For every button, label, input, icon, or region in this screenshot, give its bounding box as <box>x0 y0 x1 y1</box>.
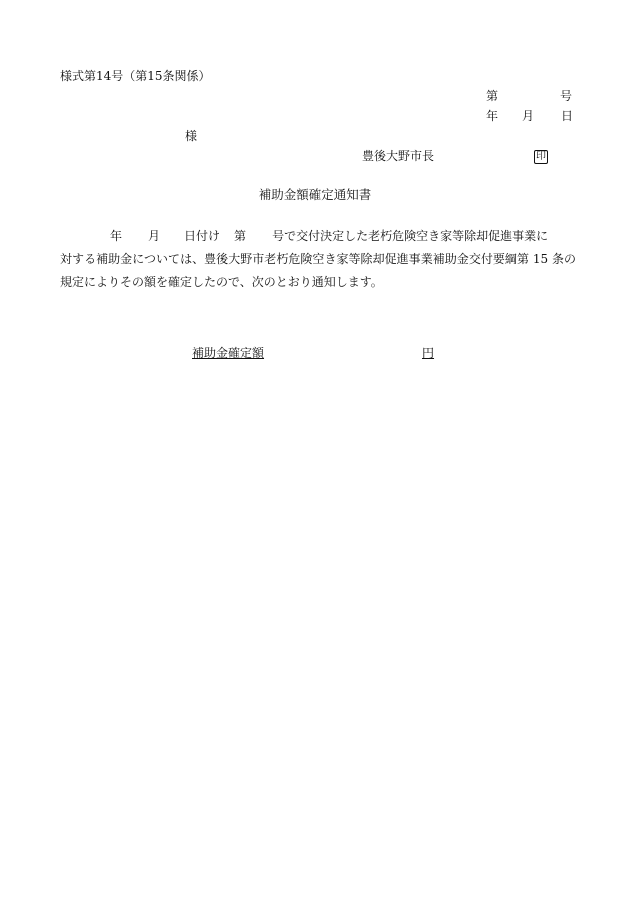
seal-mark <box>534 147 548 164</box>
form-number-label: 様式第14号（第15条関係） <box>60 69 211 83</box>
body-paragraph-text: 対する補助金については、豊後大野市老朽危険空き家等除却促進事業補助金交付要綱第 15 条の規定によりその額を確定したので、次のとおり通知します。 <box>60 252 576 289</box>
body-line1-rest: 号で交付決定した老朽危険空き家等除却促進事業に <box>272 229 549 243</box>
body-date-month: 月 <box>148 229 161 243</box>
document-title: 補助金額確定通知書 <box>258 187 372 202</box>
addressee: 様 <box>185 129 198 143</box>
sender-name: 豊後大野市長 <box>362 149 435 163</box>
body-date-day: 日付け <box>184 229 221 243</box>
body-first-line <box>60 225 576 248</box>
confirmed-amount-label: 補助金確定額 <box>192 346 265 360</box>
confirmed-amount-unit: 円 <box>422 346 435 360</box>
body-number-prefix: 第 <box>234 229 247 243</box>
confirmed-amount <box>192 345 434 361</box>
document-date-day: 日 <box>561 109 574 123</box>
seal-icon: 印 <box>536 151 546 162</box>
document-date-month: 月 <box>522 109 535 123</box>
body-date-year: 年 <box>110 229 123 243</box>
body-paragraph <box>60 225 576 294</box>
document-date-year: 年 <box>486 109 499 123</box>
document-number-suffix: 号 <box>559 89 572 103</box>
document-number-prefix: 第 <box>486 89 499 103</box>
